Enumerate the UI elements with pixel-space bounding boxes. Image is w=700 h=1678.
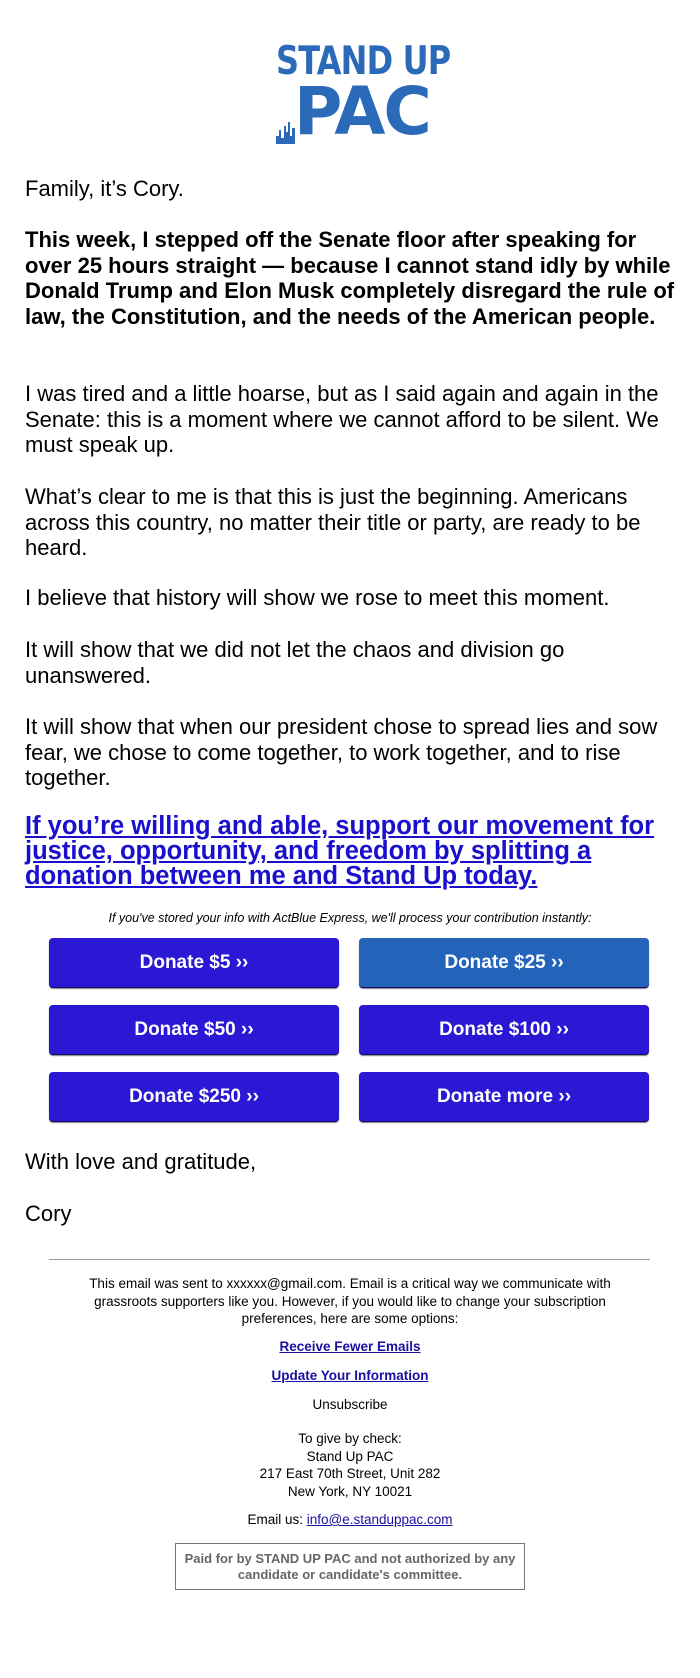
actblue-express-note: If you've stored your info with ActBlue Express, we'll process your contribution instantly: (108, 911, 592, 925)
donate-25-button[interactable]: Donate $25 ›› (359, 938, 649, 988)
check-heading: To give by check: (298, 1431, 402, 1446)
org-name: Stand Up PAC (306, 1448, 394, 1464)
stand-up-pac-logo (276, 39, 451, 150)
unsubscribe-link[interactable]: Unsubscribe (312, 1397, 388, 1412)
paid-for-text: Paid for by STAND UP PAC and not authorized by any candidate or candidate's committee. (184, 1551, 516, 1582)
paragraph-5: It will show that when our president chose to spread lies and sow fear, we chose to come together, to work together, and to rise together. (25, 714, 658, 791)
signature: Cory (25, 1201, 72, 1226)
logo-text-pac: PAC (294, 73, 430, 150)
receive-fewer-emails-link[interactable]: Receive Fewer Emails (279, 1339, 421, 1354)
paid-for-disclaimer (175, 1543, 525, 1590)
contact-email-link[interactable]: info@e.standuppac.com (306, 1512, 453, 1527)
sent-notice: This email was sent to xxxxxx@gmail.com. Email is a critical way we communicate with grassroots supporters like you. However, if you would like to change your subscription preferences, here are some options: (89, 1276, 611, 1326)
greeting: Family, it’s Cory. (25, 176, 184, 201)
logo-text-stand-up: STAND UP (276, 39, 451, 84)
paragraph-3: I believe that history will show we rose to meet this moment. (25, 585, 610, 610)
paragraph-2: What’s clear to me is that this is just the beginning. Americans across this country, no matter their title or party, are ready to be heard. (25, 484, 641, 561)
donate-5-button[interactable]: Donate $5 ›› (49, 938, 339, 988)
donate-50-button[interactable]: Donate $50 ›› (49, 1005, 339, 1055)
donation-cta-link[interactable]: If you’re willing and able, support our movement for justice, opportunity, and freedom by splitting a donation between me and Stand Up today. (25, 812, 655, 890)
email-us-label: Email us: (247, 1512, 303, 1527)
check-address-block (0, 1430, 700, 1500)
paragraph-1: I was tired and a little hoarse, but as I said again and again in the Senate: this is a moment where we cannot afford to be silent. We must speak up. (25, 381, 659, 458)
donate-100-button[interactable]: Donate $100 ›› (359, 1005, 649, 1055)
donate-more-button[interactable]: Donate more ›› (359, 1072, 649, 1122)
donate-250-button[interactable]: Donate $250 ›› (49, 1072, 339, 1122)
closing-line: With love and gratitude, (25, 1149, 257, 1174)
email-us-row (0, 1511, 700, 1529)
update-information-link[interactable]: Update Your Information (271, 1368, 429, 1383)
address-line-2: New York, NY 10021 (287, 1483, 413, 1499)
update-info-row (0, 1367, 700, 1385)
bold-paragraph: This week, I stepped off the Senate floor after speaking for over 25 hours straight — because I cannot stand idly by while Donald Trump and Elon Musk completely disregard the rule of law, the Constitution, and the needs of the American people. (25, 227, 675, 330)
paragraph-4: It will show that we did not let the chaos and division go unanswered. (25, 637, 565, 688)
address-line-1: 217 East 70th Street, Unit 282 (259, 1466, 441, 1481)
footer-divider (49, 1259, 650, 1260)
fewer-emails-row (0, 1338, 700, 1356)
